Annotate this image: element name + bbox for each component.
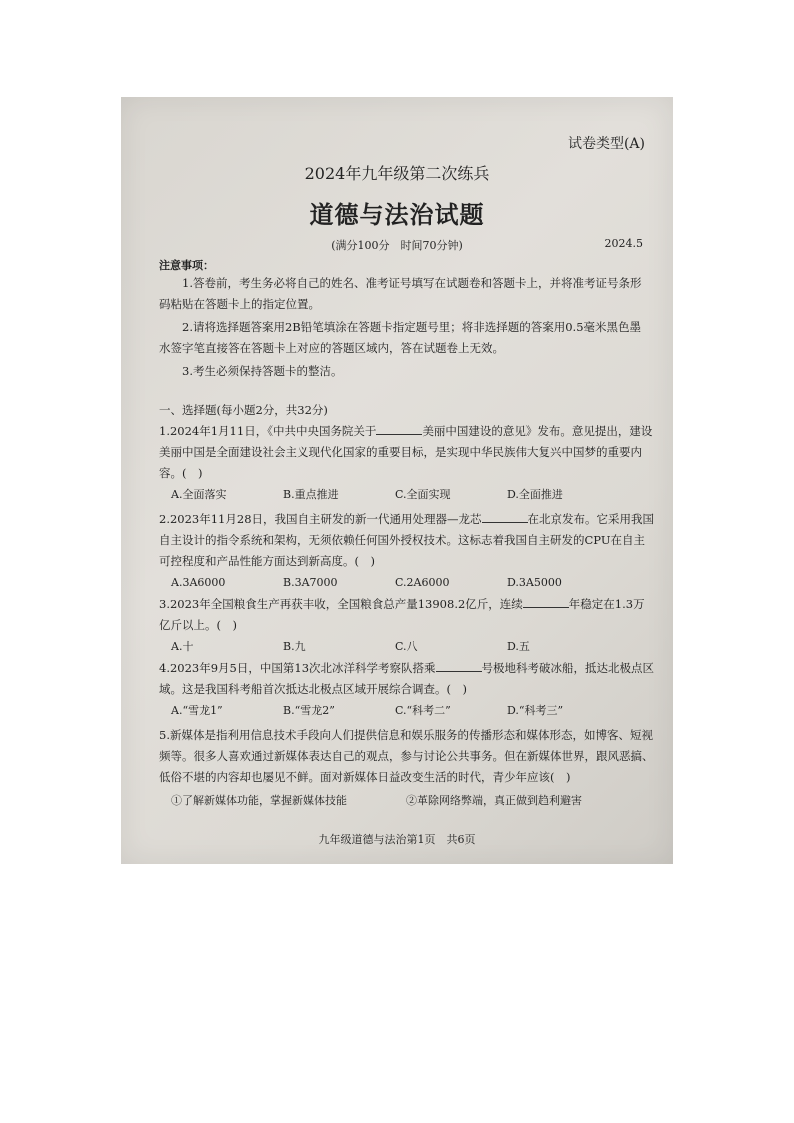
option: C.“科考二” xyxy=(395,704,451,717)
stem-part: 在北京发布。它采用我国自主设计的指令系统和架构，无须依赖任何国外授权技术。这标志着我国自主研发的CPU在自主可控程度和产品性能方面达到新高度。( ) xyxy=(159,512,655,568)
option: A.“雪龙1” xyxy=(171,704,223,717)
exam-paper-photo xyxy=(121,97,673,864)
option: B.九 xyxy=(283,640,306,653)
answer-blank xyxy=(436,661,482,672)
question-4 xyxy=(159,658,654,721)
subject-title: 道德与法治试题 xyxy=(309,200,485,229)
option: D.全面推进 xyxy=(507,488,563,501)
option: A.十 xyxy=(171,640,194,653)
notice-item: 2.请将选择题答案用2B铅笔填涂在答题卡指定题号里；将非选择题的答案用0.5毫米黑色墨水签字笔直接答在答题卡上对应的答题区域内，答在试题卷上无效。 xyxy=(159,320,642,355)
question-1 xyxy=(159,421,654,505)
option: B.重点推进 xyxy=(283,488,339,501)
stem-part: 年稳定在1.3万亿斤以上。( ) xyxy=(159,597,645,632)
question-stem xyxy=(159,594,654,636)
notice-item: 3.考生必须保持答题卡的整洁。 xyxy=(182,364,343,378)
notice-heading: 注意事项： xyxy=(159,259,214,272)
option: A.全面落实 xyxy=(171,488,227,501)
question-5 xyxy=(159,725,654,811)
question-stem xyxy=(159,509,654,572)
options-row xyxy=(159,636,654,657)
stem-part: 4.2023年9月5日，中国第13次北冰洋科学考察队搭乘 xyxy=(159,661,436,675)
option: C.八 xyxy=(395,640,418,653)
options-row xyxy=(159,790,654,811)
answer-blank xyxy=(523,597,569,608)
question-2 xyxy=(159,509,654,593)
option: B.3A7000 xyxy=(283,576,338,589)
options-row xyxy=(159,572,654,593)
stem-part: 1.2024年1月11日，《中共中央国务院关于 xyxy=(159,424,377,438)
exam-meta: (满分100分 时间70分钟) xyxy=(331,239,463,252)
notice-list xyxy=(159,273,649,384)
question-stem xyxy=(159,421,654,484)
option: ①了解新媒体功能，掌握新媒体技能 xyxy=(171,794,347,807)
question-stem xyxy=(159,658,654,700)
notice-item: 1.答卷前，考生务必将自己的姓名、准考证号填写在试题卷和答题卡上，并将准考证号条形码粘贴在答题卡上的指定位置。 xyxy=(159,276,642,311)
stem-part: 3.2023年全国粮食生产再获丰收，全国粮食总产量13908.2亿斤，连续 xyxy=(159,597,523,611)
exam-date: 2024.5 xyxy=(604,237,643,250)
option: ②革除网络弊端，真正做到趋利避害 xyxy=(406,794,582,807)
stem-part: 号极地科考破冰船，抵达北极点区域。这是我国科考船首次抵达北极点区域开展综合调查。( ) xyxy=(159,661,655,696)
stem-part: 2.2023年11月28日，我国自主研发的新一代通用处理器—龙芯 xyxy=(159,512,482,526)
option: C.全面实现 xyxy=(395,488,451,501)
answer-blank xyxy=(482,512,528,523)
option: D.3A5000 xyxy=(507,576,562,589)
paper-type-label: 试卷类型(A) xyxy=(567,136,645,152)
stem-part: 5.新媒体是指利用信息技术手段向人们提供信息和娱乐服务的传播形态和媒体形态，如博客、短视频等。很多人喜欢通过新媒体表达自己的观点，参与讨论公共事务。但在新媒体世界，跟风恶搞、低俗不堪的内容却也屡见不鲜。面对新媒体日益改变生活的时代，青少年应该( ) xyxy=(159,728,654,784)
option: B.“雪龙2” xyxy=(283,704,335,717)
option: D.五 xyxy=(507,640,530,653)
section-title: 一、选择题(每小题2分，共32分) xyxy=(159,403,328,417)
option: A.3A6000 xyxy=(171,576,226,589)
options-row xyxy=(159,484,654,505)
stem-part: 美丽中国建设的意见》发布。意见提出，建设美丽中国是全面建设社会主义现代化国家的重要目标，是实现中华民族伟大复兴中国梦的重要内容。( ) xyxy=(159,424,653,480)
question-3 xyxy=(159,594,654,657)
exam-title: 2024年九年级第二次练兵 xyxy=(304,164,490,183)
options-row xyxy=(159,700,654,721)
option: D.“科考三” xyxy=(507,704,564,717)
page-footer: 九年级道德与法治第1页 共6页 xyxy=(318,833,476,846)
option: C.2A6000 xyxy=(395,576,450,589)
question-stem xyxy=(159,725,654,788)
answer-blank xyxy=(376,424,422,435)
